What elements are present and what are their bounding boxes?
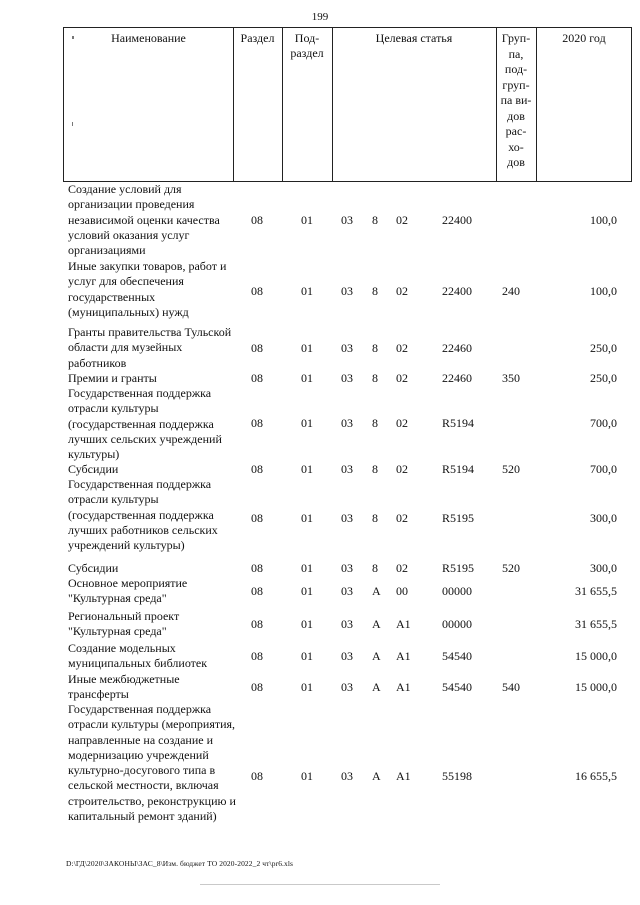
row-razdel: 08	[251, 584, 263, 598]
row-target-program: 03	[341, 584, 353, 598]
row-name: Государственная поддержка отрасли культуры (государственная поддержка лучших работников сельских учреждений культуры)	[68, 477, 218, 553]
row-target-subprogram: 8	[372, 284, 378, 298]
row-target-direction: R5195	[442, 561, 475, 575]
header-vid-line: дов	[507, 155, 525, 169]
row-podrazdel: 01	[301, 416, 313, 430]
row-target-event: 02	[396, 462, 408, 476]
header-vid-line: па,	[508, 46, 524, 61]
header-vid-line: под-	[504, 62, 528, 76]
row-amount: 700,0	[590, 462, 617, 476]
row-podrazdel: 01	[301, 561, 313, 575]
header-vid-line: рас-	[505, 124, 527, 138]
row-razdel: 08	[251, 680, 263, 694]
row-target-event: 02	[396, 561, 408, 575]
table-header	[63, 27, 632, 182]
row-expense-type: 540	[502, 680, 520, 694]
row-amount: 250,0	[590, 371, 617, 385]
row-amount: 31 655,5	[575, 584, 617, 598]
row-target-subprogram: 8	[372, 561, 378, 575]
row-target-subprogram: А	[372, 617, 381, 631]
header-podrazdel-line: раздел	[290, 46, 324, 60]
row-target-program: 03	[341, 213, 353, 227]
column-divider	[536, 28, 537, 181]
row-target-event: 02	[396, 284, 408, 298]
row-target-event: 02	[396, 371, 408, 385]
row-podrazdel: 01	[301, 213, 313, 227]
row-target-subprogram: А	[372, 769, 381, 783]
row-amount: 300,0	[590, 561, 617, 575]
header-vid-line: хо-	[508, 139, 524, 154]
row-target-program: 03	[341, 769, 353, 783]
header-year: 2020 год	[562, 31, 606, 45]
row-name: Субсидии	[68, 561, 119, 575]
row-target-program: 03	[341, 617, 353, 631]
header-razdel: Раздел	[240, 31, 275, 45]
row-razdel: 08	[251, 649, 263, 663]
row-razdel: 08	[251, 284, 263, 298]
row-target-direction: 00000	[442, 584, 472, 598]
column-divider	[332, 28, 333, 181]
row-razdel: 08	[251, 371, 263, 385]
row-target-subprogram: 8	[372, 416, 378, 430]
row-target-program: 03	[341, 416, 353, 430]
row-razdel: 08	[251, 213, 263, 227]
row-target-event: 02	[396, 341, 408, 355]
header-celevaya-statya: Целевая статья	[375, 31, 453, 45]
row-target-event: А1	[396, 649, 411, 663]
header-podrazdel	[282, 31, 332, 61]
row-amount: 100,0	[590, 284, 617, 298]
row-target-event: А1	[396, 617, 411, 631]
row-expense-type: 520	[502, 462, 520, 476]
row-target-program: 03	[341, 511, 353, 525]
row-target-subprogram: 8	[372, 371, 378, 385]
row-name: Государственная поддержка отрасли культуры (мероприятия, направленные на создание и модернизацию учреждений культурно-досугового типа в сельской местности, включая строительство, реконструкцию и капитальный ремонт зданий)	[68, 702, 236, 824]
row-razdel: 08	[251, 511, 263, 525]
row-podrazdel: 01	[301, 584, 313, 598]
row-target-program: 03	[341, 649, 353, 663]
row-target-direction: R5194	[442, 416, 475, 430]
row-name: Гранты правительства Тульской области для музейных работников	[68, 325, 232, 370]
row-amount: 31 655,5	[575, 617, 617, 631]
row-target-direction: 54540	[442, 649, 472, 663]
row-target-subprogram: А	[372, 584, 381, 598]
row-target-direction: 22400	[442, 284, 472, 298]
header-podrazdel-line: Под-	[294, 31, 320, 45]
row-name: Региональный проект "Культурная среда"	[68, 609, 180, 639]
row-razdel: 08	[251, 561, 263, 575]
row-target-event: 00	[396, 584, 408, 598]
row-expense-type: 520	[502, 561, 520, 575]
row-podrazdel: 01	[301, 284, 313, 298]
row-amount: 300,0	[590, 511, 617, 525]
row-expense-type: 350	[502, 371, 520, 385]
row-target-event: 02	[396, 416, 408, 430]
row-target-direction: 22460	[442, 341, 472, 355]
row-name: Государственная поддержка отрасли культуры (государственная поддержка лучших сельских учреждений культуры)	[68, 386, 222, 462]
row-target-event: А1	[396, 769, 411, 783]
row-razdel: 08	[251, 617, 263, 631]
row-target-program: 03	[341, 371, 353, 385]
row-target-direction: R5195	[442, 511, 475, 525]
row-podrazdel: 01	[301, 649, 313, 663]
row-amount: 16 655,5	[575, 769, 617, 783]
scan-speck	[72, 122, 73, 126]
row-target-direction: 54540	[442, 680, 472, 694]
row-name: Субсидии	[68, 462, 119, 476]
row-podrazdel: 01	[301, 769, 313, 783]
row-target-subprogram: 8	[372, 511, 378, 525]
row-target-program: 03	[341, 561, 353, 575]
header-name: Наименование	[111, 31, 186, 45]
row-target-subprogram: 8	[372, 462, 378, 476]
row-target-program: 03	[341, 680, 353, 694]
row-razdel: 08	[251, 769, 263, 783]
row-razdel: 08	[251, 341, 263, 355]
row-amount: 15 000,0	[575, 680, 617, 694]
row-name: Иные межбюджетные трансферты	[68, 672, 180, 702]
header-vid-line: груп-	[502, 77, 530, 92]
row-name: Создание условий для организации проведения независимой оценки качества условий оказания услуг организациями	[68, 182, 220, 258]
header-vid-line: дов	[507, 108, 525, 123]
row-amount: 700,0	[590, 416, 617, 430]
row-razdel: 08	[251, 462, 263, 476]
scan-line	[200, 884, 440, 885]
row-podrazdel: 01	[301, 680, 313, 694]
column-divider	[233, 28, 234, 181]
row-target-event: 02	[396, 213, 408, 227]
header-vid-line: па ви-	[500, 93, 532, 107]
header-vid-rashodov	[496, 31, 536, 171]
scan-speck	[72, 36, 74, 39]
row-razdel: 08	[251, 416, 263, 430]
row-podrazdel: 01	[301, 341, 313, 355]
row-amount: 250,0	[590, 341, 617, 355]
row-target-direction: 22400	[442, 213, 472, 227]
row-podrazdel: 01	[301, 462, 313, 476]
row-podrazdel: 01	[301, 617, 313, 631]
header-vid-line: Груп-	[501, 31, 531, 45]
row-podrazdel: 01	[301, 371, 313, 385]
row-amount: 15 000,0	[575, 649, 617, 663]
row-name: Иные закупки товаров, работ и услуг для обеспечения государственных (муниципальных) нужд	[68, 259, 227, 319]
row-amount: 100,0	[590, 213, 617, 227]
row-name: Премии и гранты	[68, 371, 157, 385]
row-target-subprogram: А	[372, 680, 381, 694]
row-podrazdel: 01	[301, 511, 313, 525]
row-target-direction: 55198	[442, 769, 472, 783]
file-path-footer: D:\ГД\2020\ЗАКОНЫ\ЗАС_8\Изм. бюджет ТО 2020-2022_2 чт\pr6.xls	[66, 859, 294, 868]
row-name: Создание модельных муниципальных библиотек	[68, 641, 208, 671]
row-target-program: 03	[341, 462, 353, 476]
row-target-event: А1	[396, 680, 411, 694]
row-name: Основное мероприятие "Культурная среда"	[68, 576, 188, 606]
row-target-direction: R5194	[442, 462, 475, 476]
row-target-direction: 00000	[442, 617, 472, 631]
row-target-program: 03	[341, 284, 353, 298]
row-target-subprogram: А	[372, 649, 381, 663]
row-target-event: 02	[396, 511, 408, 525]
row-target-direction: 22460	[442, 371, 472, 385]
row-target-program: 03	[341, 341, 353, 355]
row-target-subprogram: 8	[372, 213, 378, 227]
page-number: 199	[311, 11, 329, 23]
row-expense-type: 240	[502, 284, 520, 298]
row-target-subprogram: 8	[372, 341, 378, 355]
